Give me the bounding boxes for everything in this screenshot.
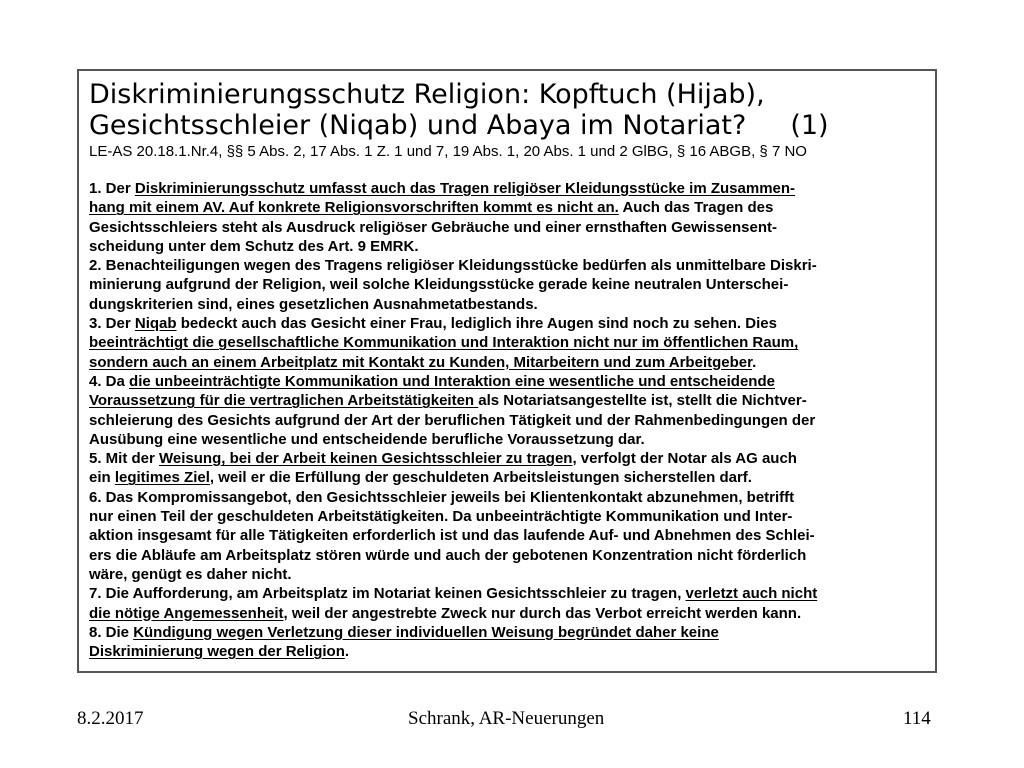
text-segment: 1. Der: [89, 180, 135, 197]
point-line: [89, 198, 925, 217]
text-segment: minierung aufgrund der Religion, weil solche Kleidungsstücke gerade keine neutralen Unterschei-: [89, 276, 789, 294]
slide-content-box: [77, 69, 937, 673]
text-segment: 2. Benachteiligungen wegen des Tragens religiöser Kleidungsstücke bedürfen als unmittelbare Diskri-: [89, 257, 817, 275]
text-segment: 8. Die: [89, 623, 134, 641]
text-segment: Ausübung eine wesentliche und entscheidende berufliche Voraussetzung dar.: [89, 430, 645, 448]
underlined-text: verletzt auch nicht: [685, 585, 818, 603]
text-segment: 6. Das Kompromissangebot, den Gesichtsschleier jeweils bei Klientenkontakt abzunehmen, betrifft: [89, 488, 795, 506]
text-segment: , weil er die Erfüllung der geschuldeten Arbeitsleistungen sicherstellen darf.: [209, 469, 752, 487]
point-line: [89, 372, 925, 391]
text-segment: 7. Die Aufforderung, am Arbeitsplatz im Notariat keinen Gesichtsschleier zu tragen,: [89, 585, 686, 603]
point-line: [89, 488, 925, 507]
point-line: [89, 430, 925, 449]
underlined-text: Diskriminierungsschutz umfasst auch das Tragen religiöser Kleidungsstücke im Zusammen-: [134, 180, 796, 197]
point-line: [89, 468, 925, 487]
point-line: [89, 623, 925, 642]
point-line: [89, 333, 925, 352]
point-line: [89, 565, 925, 584]
underlined-text: Kündigung wegen Verletzung dieser individuellen Weisung begründet daher keine: [133, 623, 719, 641]
underlined-text: die unbeeinträchtigte Kommunikation und Interaktion eine wesentliche und entscheidende: [129, 372, 775, 390]
text-segment: ein: [89, 469, 115, 487]
underlined-text: Niqab: [134, 315, 177, 333]
underlined-text: Voraussetzung für die vertraglichen Arbeitstätigkeiten: [89, 392, 479, 410]
point-line: [89, 275, 925, 294]
text-segment: nur einen Teil der geschuldeten Arbeitstätigkeiten. Da unbeeinträchtigte Kommunikation und Inter-: [89, 508, 793, 526]
footer-author: Schrank, AR-Neuerungen: [408, 708, 605, 729]
ruling-points: [89, 179, 925, 661]
point-line: [89, 391, 925, 410]
legal-reference: LE-AS 20.18.1.Nr.4, §§ 5 Abs. 2, 17 Abs. 1 Z. 1 und 7, 19 Abs. 1, 20 Abs. 1 und 2 GlBG, § 16 ABGB, § 7 NO: [89, 143, 807, 160]
text-segment: dungskriterien sind, eines gesetzlichen Ausnahmetatbestands.: [89, 295, 538, 313]
footer-page-number: 114: [903, 708, 931, 729]
point-line: [89, 642, 925, 661]
point-line: [89, 584, 925, 603]
text-segment: 4. Da: [89, 372, 130, 390]
title-line-2: [89, 110, 925, 141]
underlined-text: die nötige Angemessenheit: [89, 604, 284, 622]
point-line: [89, 411, 925, 430]
footer-date: 8.2.2017: [77, 708, 144, 729]
text-segment: ers die Abläufe am Arbeitsplatz stören würde und auch der gebotenen Konzentration nicht förderlich: [89, 546, 807, 564]
underlined-text: hang mit einem AV. Auf konkrete Religionsvorschriften kommt es nicht an.: [89, 199, 619, 217]
title-line-2-text: Gesichtsschleier (Niqab) und Abaya im Notariat?: [89, 110, 747, 141]
underlined-text: legitimes Ziel: [114, 469, 210, 487]
text-segment: scheidung unter dem Schutz des Art. 9 EMRK.: [89, 237, 419, 255]
title-number: (1): [790, 110, 829, 141]
underlined-text: Weisung, bei der Arbeit keinen Gesichtsschleier zu tragen: [159, 450, 573, 468]
title-line-1: Diskriminierungsschutz Religion: Kopftuch (Hijab),: [89, 79, 765, 110]
underlined-text: sondern auch an einem Arbeitplatz mit Kontakt zu Kunden, Mitarbeitern und zum Arbeitgeber: [89, 353, 753, 371]
text-segment: als Notariatsangestellte ist, stellt die Nichtver-: [478, 392, 807, 410]
point-line: [89, 256, 925, 275]
point-line: [89, 237, 925, 256]
text-segment: .: [752, 353, 757, 371]
text-segment: wäre, genügt es daher nicht.: [89, 565, 292, 583]
text-segment: Auch das Tragen des: [618, 199, 774, 217]
text-segment: 3. Der: [89, 315, 135, 333]
text-segment: schleierung des Gesichts aufgrund der Art der beruflichen Tätigkeit und der Rahmenbedingungen der: [89, 411, 816, 429]
text-segment: Gesichtsschleiers steht als Ausdruck religiöser Gebräuche und einer ernsthaften Gewissensent-: [89, 218, 778, 236]
underlined-text: Diskriminierung wegen der Religion: [89, 643, 345, 661]
point-line: [89, 179, 925, 198]
text-segment: 5. Mit der: [89, 450, 160, 468]
text-segment: .: [344, 643, 350, 661]
text-segment: , verfolgt der Notar als AG auch: [572, 450, 797, 468]
point-line: [89, 218, 925, 237]
point-line: [89, 353, 925, 372]
underlined-text: beeinträchtigt die gesellschaftliche Kommunikation und Interaktion nicht nur im öffentlichen Raum,: [89, 334, 799, 352]
point-line: [89, 507, 925, 526]
text-segment: , weil der angestrebte Zweck nur durch das Verbot erreicht werden kann.: [283, 604, 802, 622]
point-line: [89, 449, 925, 468]
point-line: [89, 295, 925, 314]
point-line: [89, 314, 925, 333]
text-segment: bedeckt auch das Gesicht einer Frau, lediglich ihre Augen sind noch zu sehen. Dies: [176, 315, 777, 333]
point-line: [89, 526, 925, 545]
text-segment: aktion insgesamt für alle Tätigkeiten erforderlich ist und das laufende Auf- und Abnehmen des Schlei-: [89, 527, 815, 545]
point-line: [89, 546, 925, 565]
point-line: [89, 604, 925, 623]
slide-title: [89, 79, 925, 141]
